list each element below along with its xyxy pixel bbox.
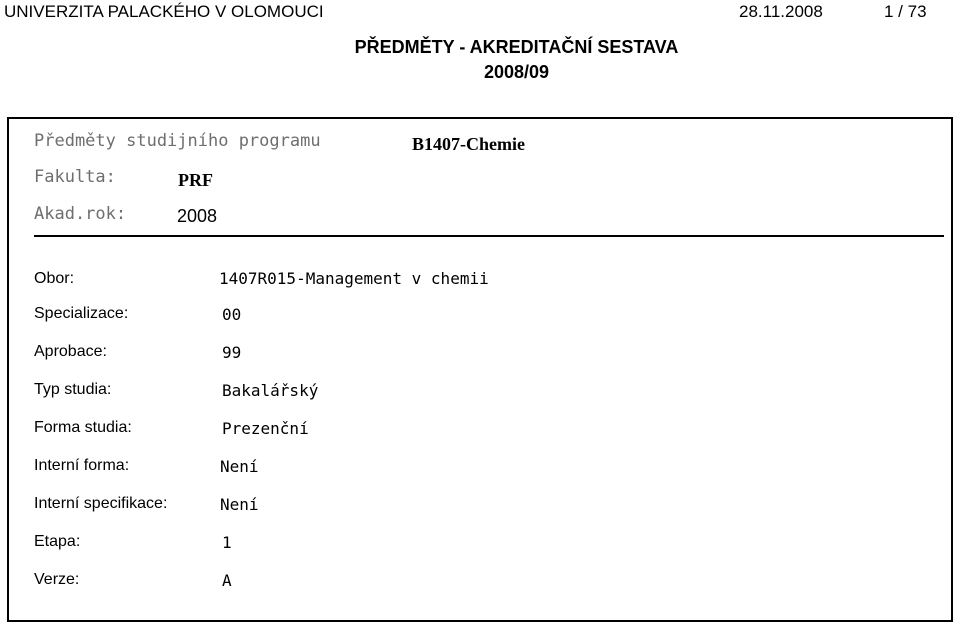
approbation-label: Aprobace:: [34, 343, 107, 360]
page-number: 1 / 73: [884, 2, 927, 21]
approbation-value: 99: [222, 343, 242, 362]
report-academic-year: 2008/09: [483, 62, 550, 82]
version-label: Verze:: [34, 571, 80, 588]
study-form-value: Prezenční: [222, 419, 309, 438]
internal-form-label: Interní forma:: [34, 457, 130, 474]
report-title: PŘEDMĚTY - AKREDITAČNÍ SESTAVA: [354, 37, 679, 57]
internal-specification-label: Interní specifikace:: [34, 495, 168, 512]
academic-year-label: Akad.rok:: [34, 204, 127, 224]
specialization-label: Specializace:: [34, 305, 129, 322]
specialization-value: 00: [222, 305, 242, 324]
academic-year-value: 2008: [177, 206, 218, 226]
study-form-label: Forma studia:: [34, 419, 132, 436]
field-of-study-label: Obor:: [34, 270, 75, 287]
program-label: Předměty studijního programu: [34, 131, 321, 151]
version-value: A: [222, 571, 232, 590]
internal-specification-value: Není: [220, 495, 259, 514]
section-divider: [34, 235, 944, 237]
stage-value: 1: [222, 533, 232, 552]
faculty-value: PRF: [178, 170, 213, 190]
field-of-study-value: 1407R015-Management v chemii: [219, 269, 489, 288]
report-content-box: [7, 117, 953, 622]
faculty-label: Fakulta:: [34, 167, 116, 187]
study-type-value: Bakalářský: [222, 381, 319, 400]
internal-form-value: Není: [220, 457, 259, 476]
study-type-label: Typ studia:: [34, 381, 112, 398]
university-name: UNIVERZITA PALACKÉHO V OLOMOUCI: [4, 2, 324, 21]
stage-label: Etapa:: [34, 533, 81, 550]
program-value: B1407-Chemie: [412, 134, 525, 154]
report-date: 28.11.2008: [739, 2, 823, 21]
